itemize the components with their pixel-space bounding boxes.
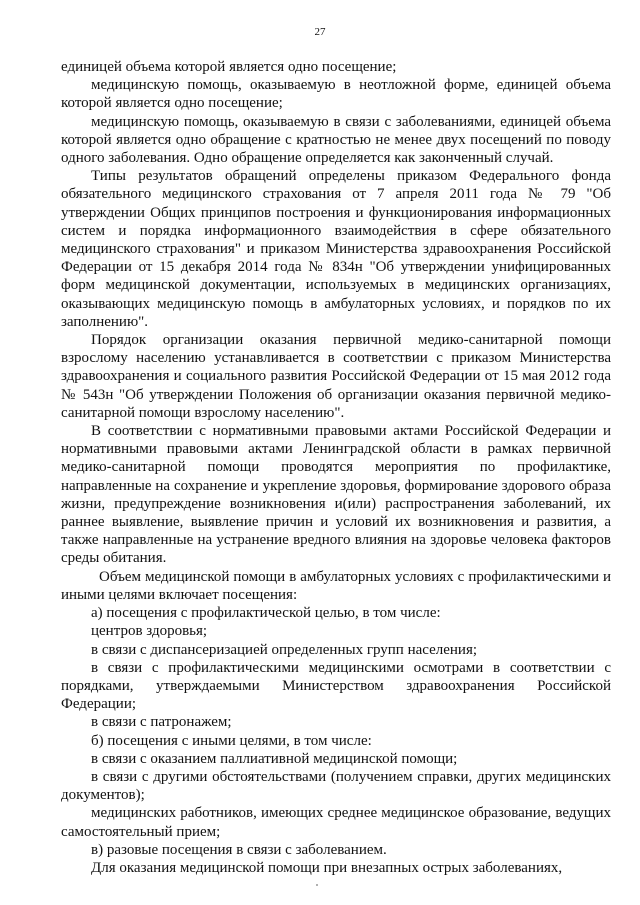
paragraph-volume-unit-continuation: единицей объема которой является одно посещение; — [61, 59, 397, 75]
list-item-health-centers: центров здоровья; — [91, 623, 208, 640]
paragraph-prevention-measures: В соответствии с нормативными правовыми актами Российской Федерации и нормативными правовыми актами Ленинградской области в рамках первичной медико-санитарной помощи проводятся мероприятия по профилактике, направленные на сохранение и укрепление здоровья, формирование здорового образа жизни, предупреждение возникновения и(или) распространения заболеваний, их раннее выявление, выявление причин и условий их возникновения и развития, а также направленные на устранение вредного влияния на здоровье человека факторов среды обитания. — [61, 423, 611, 567]
list-item-preventive-visits: а) посещения с профилактической целью, в том числе: — [91, 605, 441, 622]
document-body — [61, 58, 611, 877]
paragraph-disease-care: медицинскую помощь, оказываемую в связи с заболеваниями, единицей объема которой является одно обращение с кратностью не менее двух посещений по поводу одного заболевания. Одно обращение определяется как законченный случай. — [61, 113, 611, 167]
list-item-palliative-care: в связи с оказанием паллиативной медицинской помощи; — [91, 750, 458, 767]
paragraph-outpatient-volume: Объем медицинской помощи в амбулаторных условиях с профилактическими и иными целями включает посещения: — [61, 568, 611, 603]
paragraph-acute-care-start: Для оказания медицинской помощи при внезапных острых заболеваниях, — [91, 859, 563, 876]
page-number: 27 — [314, 26, 326, 38]
paragraph-primary-care-order: Порядок организации оказания первичной медико-санитарной помощи взрослому населению устанавливается в соответствии с приказом Министерства здравоохранения и социального развития Российской Федерации от 15 мая 2012 года № 543н "Об утверждении Положения об организации оказания первичной медико-санитарной помощи взрослому населению". — [61, 332, 611, 421]
list-item-other-purpose-visits: б) посещения с иными целями, в том числе: — [91, 732, 372, 749]
list-item-patronage: в связи с патронажем; — [91, 714, 232, 731]
list-item-single-visits: в) разовые посещения в связи с заболеванием. — [91, 841, 387, 858]
paragraph-result-types: Типы результатов обращений определены приказом Федерального фонда обязательного медицинского страхования от 7 апреля 2011 года № 79 "Об утверждении Общих принципов построения и функционирования информационных систем и порядка информационного взаимодействия в сфере обязательного медицинского страхования" и приказом Министерства здравоохранения Российской Федерации от 15 декабря 2014 года № 834н "Об утверждении унифицированных форм медицинской документации, используемых в медицинских организациях, оказывающих медицинскую помощь в амбулаторных условиях, и порядков по их заполнению". — [61, 168, 611, 330]
paragraph-urgent-care: медицинскую помощь, оказываемую в неотложной форме, единицей объема которой является одно посещение; — [61, 77, 611, 112]
scan-artifact-dot — [316, 884, 318, 886]
list-item-dispensarization: в связи с диспансеризацией определенных групп населения; — [91, 641, 478, 658]
list-item-nurse-reception: медицинских работников, имеющих среднее медицинское образование, ведущих самостоятельный прием; — [61, 805, 611, 840]
list-item-preventive-exams: в связи с профилактическими медицинскими осмотрами в соответствии с порядками, утверждаемыми Министерством здравоохранения Российской Федерации; — [61, 659, 611, 713]
list-item-other-circumstances: в связи с другими обстоятельствами (получением справки, других медицинских документов); — [61, 768, 611, 804]
